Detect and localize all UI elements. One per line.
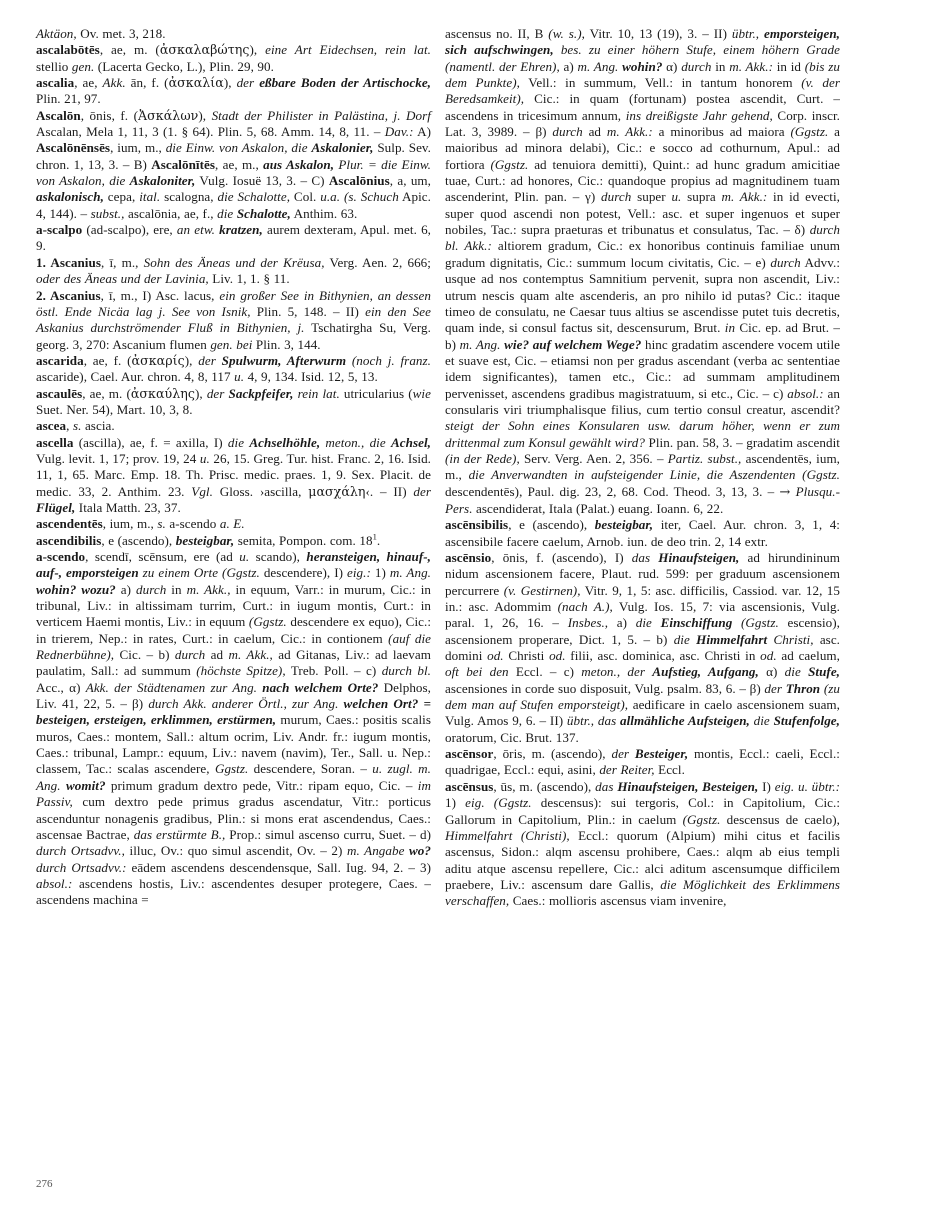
left-text-column xyxy=(36,26,431,1166)
dictionary-entry: ascendentēs, ium, m., s. a-scendo a. E. xyxy=(36,516,245,532)
dictionary-entry: a-scalpo (ad-scalpo), ere, an etw. kratzen, aurem dexteram, Apul. met. 6, 9. xyxy=(36,222,431,254)
dictionary-entry: ascēnsor, ōris, m. (ascendo), der Besteiger, montis, Eccl.: caeli, Eccl.: quadrigae, Eccl.: equi, asini, der Reiter, Eccl. xyxy=(445,746,840,778)
right-text-column xyxy=(445,26,840,1166)
dictionary-entry: 2. Ascanius, ī, m., I) Asc. lacus, ein großer See in Bithynien, an dessen östl. Ende Nicäa lag j. See von Isnik, Plin. 5, 148. – II) ein den See Askanius durchströmender Fluß in Bithynien, j. Tschatirgha Su, Verg. georg. 3, 270: Ascanium flumen gen. bei Plin. 3, 144. xyxy=(36,287,431,352)
dictionary-entry: ascella (ascilla), ae, f. = axilla, I) die Achselhöhle, meton., die Achsel, Vulg. levit. 1, 17; prov. 19, 24 u. 26, 15. Greg. Tur. hist. Franc. 2, 16. Isid. 11, 1, 65. Marc. Emp. 18. Th. Prisc. medic. praes. 1, 9. Sex. Placit. de medic. 33, 2. Anthim. 23. Vgl. Gloss. ›ascilla, μασχάλη‹. – II) der Flügel, Itala Matth. 23, 37. xyxy=(36,434,431,515)
dictionary-entry: ascalia, ae, Akk. ān, f. (ἀσκαλία), der eßbare Boden der Artischocke, Plin. 21, 97. xyxy=(36,75,432,107)
dictionary-entry: 1. Ascanius, ī, m., Sohn des Äneas und der Krëusa, Verg. Aen. 2, 666; oder des Äneas und der Lavinia, Liv. 1, 1. § 11. xyxy=(36,254,431,287)
dictionary-entry: ascarida, ae, f. (ἀσκαρίς), der Spulwurm, Afterwurm (noch j. franz. ascaride), Cael. Aur. chron. 4, 8, 117 u. 4, 9, 134. Isid. 12, 5, 13. xyxy=(36,352,431,385)
dictionary-entry: ascaulēs, ae, m. (ἀσκαύλης), der Sackpfeifer, rein lat. utricularius (wie Suet. Ner. 54), Mart. 10, 3, 8. xyxy=(36,385,431,417)
dictionary-entry: ascēnsibilis, e (ascendo), besteigbar, iter, Cael. Aur. chron. 3, 1, 4: ascensibile facere caelum, Arnob. iun. de deo trin. 2, 14 extr. xyxy=(445,517,840,549)
dictionary-entry-continuation: ascensus no. II, B (w. s.), Vitr. 10, 13 (19), 3. – II) übtr., emporsteigen, sich aufschwingen, bes. zu einer höhern Stufe, einem höhern Grade (namentl. der Ehren), a) m. Ang. wohin? α) durch in m. Akk.: in id (bis zu dem Punkte), Vell.: in summum, Vell.: in tantum honorem (v. der Beredsamkeit), Cic.: in quam (fortunam) postea ascendit, Curt. – ascendens in tricesimum annum, ins dreißigste Jahr gehend, Corp. inscr. Lat. 3, 3989. – β) durch ad m. Akk.: a minoribus ad maiora (Ggstz. a maioribus ad minora delabi), Cic.: e socco ad cothurnum, Apul.: ad fortiora (Ggstz. ad tenuiora demitti), Quint.: ad hunc gradum amicitiae tuae, Curt.: ad honores, Cic.: quandoque propius ad magnitudinem tuam ascenderint, Plin. pan. – γ) durch super u. supra m. Akk.: in id evecti, super quod ascendi non potest, Vell.: asc. et super ingenuos et super nobiles, Tac.: supra praeturas et tribunatus et consulatus, Tac. – δ) durch bl. Akk.: altiorem gradum, Cic.: ex honoribus continuis familiae unum gradum dignitatis, Cic.: summum locum civitatis, Cic. – e) durch Advv.: usque ad nos contemptus Samnitium pervenit, supra non ascendit, Liv.: utrum nescis quam alte ascenderis, an pro nihilo id putas? Cic.: itaque timeo de consulatu, ne Caesar tuus altius se ascendisse putet tuis decretis, quam inde, si consul factus sit, descensurum, Brut. in Cic. ep. ad Brut. – b) m. Ang. wie? auf welchem Wege? hinc gradatim ascendere vocem utile et suave est, Cic. – etiamsi non per gradus ascendant (verba ac sententiae idem significantes), tamen etc., Cic.: ad summam amplitudinem pervenisset, ascendens gradibus magistratuum, si etc., Cic. – c) absol.: an consularis viri triumphalisque filius, cum tertio consul creatur, ascendit? steigt der Sohn eines Konsularen usw. darum höher, wenn er zum drittenmal zum Konsul gewählt wird? Plin. pan. 58, 3. – gradatim ascendit (in der Rede), Serv. Verg. Aen. 2, 356. – Partiz. subst., ascendentēs, ium, m., die Anverwandten in aufsteigender Linie, die Aszendenten (Ggstz. descendentēs), Paul. dig. 23, 2, 68. Cod. Theod. 3, 13, 3. – → Plusqu.-Pers. ascendiderat, Itala (Palat.) euang. Ioann. 6, 22. xyxy=(445,26,841,516)
dictionary-entry: ascalabōtēs, ae, m. (ἀσκαλαβώτης), eine Art Eidechsen, rein lat. stellio gen. (Lacerta Gecko, L.), Plin. 29, 90. xyxy=(36,42,431,74)
dictionary-entry: Ascalōn, ōnis, f. (Ἀσκάλων), Stadt der Philister in Palästina, j. Dorf Ascalan, Mela 1, 11, 3 (1. § 64). Plin. 5, 68. Amm. 14, 8, 11. – Dav.: A) Ascalōnēnsēs, ium, m., die Einw. von Askalon, die Askalonier, Sulp. Sev. chron. 1, 13, 3. – B) Ascalōnītēs, ae, m., aus Askalon, Plur. = die Einw. von Askalon, die Askaloniter, Vulg. Iosuë 13, 3. – C) Ascalōnius, a, um, askalonisch, cepa, ital. scalogna, die Schalotte, Col. u.a. (s. Schuch Apic. 4, 144). – subst., ascalōnia, ae, f., die Schalotte, Anthim. 63. xyxy=(36,107,432,221)
dictionary-entry: ascēnsio, ōnis, f. (ascendo), I) das Hinaufsteigen, ad hirundininum nidum ascensionem facere, Plaut. rud. 599: per graduum ascensionem percurrere (v. Gestirnen), Vitr. 9, 1, 5: asc. difficilis, Cassiod. var. 12, 15 in.: asc. Adommim (nach A.), Vulg. Ios. 15, 7: via ascensionis, Vulg. paral. 1, 26, 16. – Insbes., a) die Einschiffung (Ggstz. escensio), ascensionem properare, Dict. 1, 5. – b) die Himmelfahrt Christi, asc. domini od. Christi od. filii, asc. dominica, asc. Christi in od. ad caelum, oft bei den Eccl. – c) meton., der Aufstieg, Aufgang, α) die Stufe, ascensiones in corde suo disposuit, Vulg. psalm. 83, 6. – β) der Thron (zu dem man auf Stufen emporsteigt), aedificare in caelo ascensionem suam, Vulg. Amos 9, 6. – II) übtr., das allmähliche Aufsteigen, die Stufenfolge, oratorum, Cic. Brut. 137. xyxy=(445,550,841,745)
dictionary-entry: ascendibilis, e (ascendo), besteigbar, semita, Pompon. com. $18^1$. xyxy=(36,531,381,548)
dictionary-entry: ascēnsus, ūs, m. (ascendo), das Hinaufsteigen, Besteigen, I) eig. u. übtr.: 1) eig. (Ggstz. descensus): sui tergoris, Col.: in Capitolium, Cic.: Gallorum in Capitolium, Plin.: in caelum (Ggstz. descensus de caelo), Himmelfahrt (Christi), Eccl.: quorum (Alpium) mihi citus et facilis ascensus, Sidon.: alqm ascensu prohibere, Caes.: alqm ab eius templi aditu atque ascensu repellere, Cic.: alci aditum ascensumque difficilem praebere, Liv.: ascensum dare Gallis, die Möglichkeit des Erklimmens verschaffen, Caes.: mollioris ascensus viam invenire, xyxy=(445,778,841,909)
page-number: 276 xyxy=(36,1178,53,1190)
dictionary-entry: a-scendo, scendī, scēnsum, ere (ad u. scando), heransteigen, hinauf-, auf-, emporsteigen zu einem Orte (Ggstz. descendere), I) eig.: 1) m. Ang. wohin? wozu? a) durch in m. Akk., in equum, Varr.: in murum, Cic.: in tribunal, Liv.: in altissimam turrim, Curt.: in iugum montis, Curt.: in verticem Haemi montis, Liv.: in equum (Ggstz. descendere ex equo), Cic.: in trierem, Nep.: in rates, Curt.: in caelum, Cic.: in contionem (auf die Rednerbühne), Cic. – b) durch ad m. Akk., ad Gitanas, Liv.: ad laevam paulatim, Sall.: ad summum (höchste Spitze), Treb. Poll. – c) durch bl. Acc., α) Akk. der Städtenamen zur Ang. nach welchem Orte? Delphos, Liv. 41, 22, 5. – β) durch Akk. anderer Örtl., zur Ang. welchen Ort? = besteigen, ersteigen, erklimmen, erstürmen, murum, Caes.: positis scalis muros, Caes.: montem, Sall.: altum ocrim, Liv. Andr. fr.: iugum montis, Caes.: tribunal, Lampr.: equum, Liv.: navem (navim), Ter., Sall. u. Nep.: classem, Tac.: scalas ascendere, Ggstz. descendere, Soran. – u. zugl. m. Ang. womit? primum gradum dextro pede, Vitr.: ripam equo, Cic. – im Passiv, cum dextro pede primus gradus ascendatur, Vitr.: porticus ascenduntur nonagenis gradibus, Plin.: si mons erat ascendendus, Caes.: ascensae Bactrae, das erstürmte B., Prop.: simul ascenso curru, Suet. – d) durch Ortsadvv., illuc, Ov.: quo simul ascendit, Ov. – 2) m. Angabe wo? durch Ortsadvv.: eādem ascendens descendensque, Sall. Iug. 94, 2. – 3) absol.: ascendens hostis, Liv.: ascendentes desuper protegere, Caes. – ascendens machina = xyxy=(36,549,432,908)
dictionary-entry: ascea, s. ascia. xyxy=(36,418,115,434)
two-column-text-body xyxy=(36,26,900,1166)
dictionary-entry-continuation: Aktäon, Ov. met. 3, 218. xyxy=(36,26,166,41)
